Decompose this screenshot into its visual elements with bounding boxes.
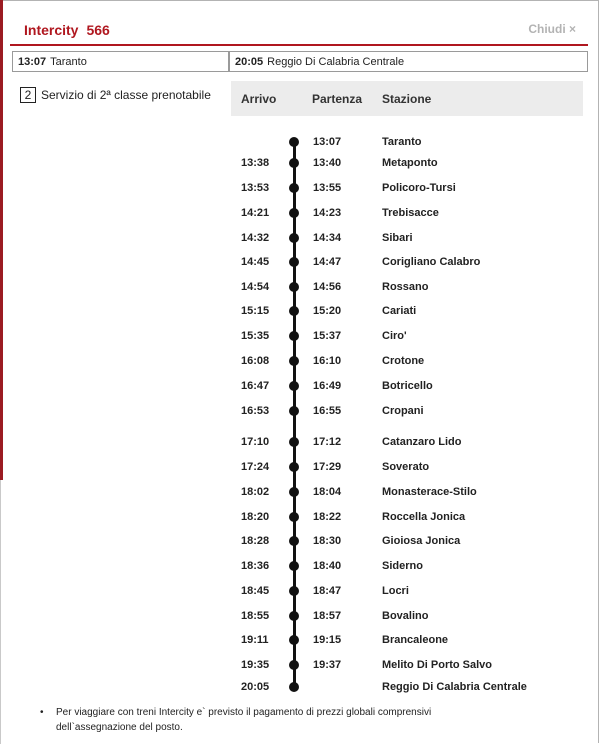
stop-row bbox=[0, 484, 600, 500]
stop-dot-icon bbox=[289, 282, 299, 292]
stop-row bbox=[0, 583, 600, 599]
stop-dot-icon bbox=[289, 257, 299, 267]
stop-dot-icon bbox=[289, 635, 299, 645]
stop-departure: 16:49 bbox=[313, 380, 342, 392]
stop-station: Brancaleone bbox=[382, 634, 449, 646]
stop-station: Taranto bbox=[382, 136, 422, 148]
stop-row bbox=[0, 459, 600, 475]
stop-arrival: 18:28 bbox=[241, 535, 270, 547]
stop-arrival: 15:35 bbox=[241, 330, 270, 342]
stop-arrival: 17:24 bbox=[241, 461, 270, 473]
stop-row bbox=[0, 608, 600, 624]
stop-station: Gioiosa Jonica bbox=[382, 535, 461, 547]
stop-row bbox=[0, 558, 600, 574]
stop-arrival: 14:21 bbox=[241, 207, 270, 219]
stop-station: Cariati bbox=[382, 305, 417, 317]
train-number: 566 bbox=[86, 22, 110, 38]
footnote-bullet: • bbox=[40, 707, 44, 718]
stop-departure: 18:57 bbox=[313, 610, 342, 622]
stop-row bbox=[0, 533, 600, 549]
stop-row bbox=[0, 632, 600, 648]
stop-dot-icon bbox=[289, 331, 299, 341]
stop-row bbox=[0, 155, 600, 171]
stop-row bbox=[0, 279, 600, 295]
stop-dot-icon bbox=[289, 437, 299, 447]
stop-arrival: 20:05 bbox=[241, 681, 270, 693]
footnote bbox=[40, 705, 496, 735]
stop-departure: 14:56 bbox=[313, 281, 342, 293]
stop-row bbox=[0, 180, 600, 196]
stop-row bbox=[0, 134, 600, 150]
stop-dot-icon bbox=[289, 381, 299, 391]
stop-station: Soverato bbox=[382, 461, 430, 473]
stop-arrival: 14:54 bbox=[241, 281, 270, 293]
stop-station: Botricello bbox=[382, 380, 433, 392]
stop-dot-icon bbox=[289, 233, 299, 243]
stop-arrival: 16:53 bbox=[241, 405, 270, 417]
stop-station: Monasterace-Stilo bbox=[382, 486, 477, 498]
stop-departure: 16:55 bbox=[313, 405, 342, 417]
origin-station: Taranto bbox=[50, 55, 87, 68]
stop-arrival: 19:11 bbox=[241, 634, 269, 646]
stop-row bbox=[0, 303, 600, 319]
stop-departure: 14:34 bbox=[313, 232, 342, 244]
stop-arrival: 16:08 bbox=[241, 355, 270, 367]
stop-dot-icon bbox=[289, 208, 299, 218]
stop-departure: 19:37 bbox=[313, 659, 342, 671]
destination-station: Reggio Di Calabria Centrale bbox=[267, 55, 405, 68]
stop-departure: 15:37 bbox=[313, 330, 342, 342]
stop-row bbox=[0, 679, 600, 695]
train-type: Intercity bbox=[24, 22, 79, 38]
stop-arrival: 18:55 bbox=[241, 610, 270, 622]
stop-station: Melito Di Porto Salvo bbox=[382, 659, 493, 671]
header-arrival: Arrivo bbox=[241, 92, 277, 106]
stop-departure: 18:22 bbox=[313, 511, 342, 523]
stop-station: Locri bbox=[382, 585, 409, 597]
stop-station: Sibari bbox=[382, 232, 413, 244]
stop-departure: 16:10 bbox=[313, 355, 342, 367]
stop-row bbox=[0, 353, 600, 369]
stop-station: Corigliano Calabro bbox=[382, 256, 481, 268]
stop-departure: 15:20 bbox=[313, 305, 342, 317]
stop-dot-icon bbox=[289, 462, 299, 472]
stop-row bbox=[0, 378, 600, 394]
destination-time: 20:05 bbox=[235, 55, 264, 68]
stop-dot-icon bbox=[289, 512, 299, 522]
stop-dot-icon bbox=[289, 406, 299, 416]
stop-dot-icon bbox=[289, 611, 299, 621]
stop-row bbox=[0, 205, 600, 221]
stop-station: Rossano bbox=[382, 281, 429, 293]
stop-station: Ciro' bbox=[382, 330, 407, 342]
stop-row bbox=[0, 328, 600, 344]
stop-arrival: 15:15 bbox=[241, 305, 270, 317]
stop-dot-icon bbox=[289, 487, 299, 497]
stop-dot-icon bbox=[289, 561, 299, 571]
close-button[interactable]: Chiudi × bbox=[528, 22, 576, 36]
stop-row bbox=[0, 403, 600, 419]
stop-dot-icon bbox=[289, 306, 299, 316]
stop-station: Roccella Jonica bbox=[382, 511, 466, 523]
stop-station: Trebisacce bbox=[382, 207, 439, 219]
stop-station: Metaponto bbox=[382, 157, 438, 169]
stop-departure: 17:12 bbox=[313, 436, 342, 448]
stop-dot-icon bbox=[289, 158, 299, 168]
stop-dot-icon bbox=[289, 536, 299, 546]
stop-departure: 17:29 bbox=[313, 461, 342, 473]
stop-station: Catanzaro Lido bbox=[382, 436, 462, 448]
stop-departure: 18:40 bbox=[313, 560, 342, 572]
stop-departure: 13:07 bbox=[313, 136, 342, 148]
stop-departure: 14:23 bbox=[313, 207, 342, 219]
stop-row bbox=[0, 434, 600, 450]
stop-dot-icon bbox=[289, 660, 299, 670]
header-departure: Partenza bbox=[312, 92, 363, 106]
stop-arrival: 18:20 bbox=[241, 511, 270, 523]
stop-arrival: 17:10 bbox=[241, 436, 270, 448]
stop-station: Cropani bbox=[382, 405, 424, 417]
stop-row bbox=[0, 254, 600, 270]
stop-departure: 18:30 bbox=[313, 535, 342, 547]
stop-dot-icon bbox=[289, 586, 299, 596]
stop-dot-icon bbox=[289, 137, 299, 147]
origin-time: 13:07 bbox=[18, 55, 47, 68]
stop-arrival: 16:47 bbox=[241, 380, 270, 392]
stop-departure: 13:55 bbox=[313, 182, 342, 194]
stop-arrival: 13:38 bbox=[241, 157, 270, 169]
stop-row bbox=[0, 230, 600, 246]
stop-station: Policoro-Tursi bbox=[382, 182, 456, 194]
stop-departure: 19:15 bbox=[313, 634, 342, 646]
service-class-label: Servizio di 2ª classe prenotabile bbox=[41, 88, 211, 102]
second-class-icon: 2 bbox=[20, 87, 36, 103]
footnote-text: Per viaggiare con treni Intercity e` previsto il pagamento di prezzi globali comprensivi dell`assegnazione del posto. bbox=[56, 707, 432, 733]
header-station: Stazione bbox=[382, 92, 432, 106]
stop-arrival: 18:45 bbox=[241, 585, 270, 597]
stop-departure: 14:47 bbox=[313, 256, 342, 268]
stop-station: Bovalino bbox=[382, 610, 429, 622]
stop-station: Siderno bbox=[382, 560, 423, 572]
stop-departure: 18:47 bbox=[313, 585, 342, 597]
stop-dot-icon bbox=[289, 356, 299, 366]
stop-arrival: 19:35 bbox=[241, 659, 270, 671]
stop-row bbox=[0, 657, 600, 673]
stop-departure: 18:04 bbox=[313, 486, 342, 498]
stop-station: Crotone bbox=[382, 355, 425, 367]
stop-dot-icon bbox=[289, 183, 299, 193]
stop-arrival: 13:53 bbox=[241, 182, 270, 194]
stop-dot-icon bbox=[289, 682, 299, 692]
stop-departure: 13:40 bbox=[313, 157, 342, 169]
stop-arrival: 14:32 bbox=[241, 232, 270, 244]
stop-station: Reggio Di Calabria Centrale bbox=[382, 681, 527, 693]
stop-arrival: 18:02 bbox=[241, 486, 270, 498]
stop-row bbox=[0, 509, 600, 525]
stop-arrival: 18:36 bbox=[241, 560, 270, 572]
stop-arrival: 14:45 bbox=[241, 256, 270, 268]
